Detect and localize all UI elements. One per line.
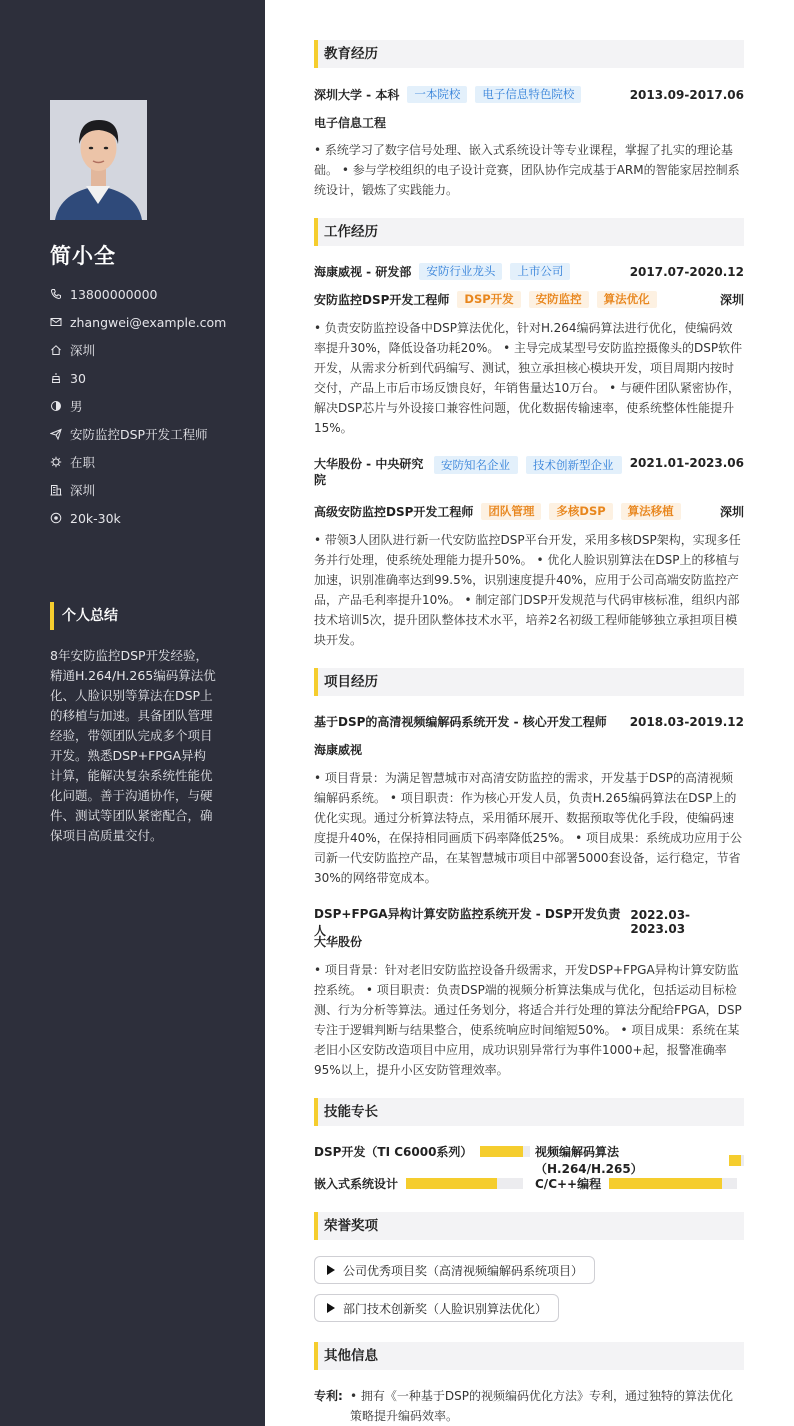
- summary-title: 个人总结: [50, 602, 118, 630]
- company-tag: 上市公司: [510, 263, 570, 280]
- projects-title: 项目经历: [314, 668, 744, 696]
- patent-text: • 拥有《一种基于DSP的视频编码优化方法》专利，通过独特的算法优化策略提升编码效率。: [350, 1389, 733, 1423]
- company-tag: 技术创新型企业: [526, 456, 622, 474]
- work-item-header: [314, 456, 744, 488]
- skill-item: [535, 1143, 744, 1177]
- contact-info-list: [50, 280, 250, 532]
- play-icon: [327, 1265, 335, 1275]
- skill-bar-fill: [406, 1178, 497, 1189]
- info-salary: [50, 504, 250, 532]
- project-company-row: [314, 741, 744, 758]
- email-text: zhangwei@example.com: [70, 314, 227, 330]
- work-date: 2017.07-2020.12: [629, 264, 744, 279]
- company-tag: 安防知名企业: [434, 456, 518, 474]
- skill-name: DSP开发（TI C6000系列）: [314, 1145, 473, 1159]
- patent-row: [314, 1386, 744, 1426]
- salary-text: 20k-30k: [70, 510, 121, 526]
- skill-name: 嵌入式系统设计: [314, 1177, 399, 1191]
- skill-bar: [480, 1146, 530, 1157]
- info-gender: [50, 392, 250, 420]
- phone-text: 13800000000: [70, 286, 158, 302]
- info-work-city: [50, 476, 250, 504]
- work-city-text: 深圳: [70, 483, 96, 498]
- major-row: [314, 114, 744, 131]
- info-phone: [50, 280, 250, 308]
- company-name: 海康威视 - 研发部: [314, 265, 412, 279]
- project-company-row: [314, 933, 744, 950]
- award-item[interactable]: [314, 1294, 559, 1322]
- skill-bar-fill: [729, 1155, 741, 1166]
- skill-tag: 算法优化: [597, 291, 657, 308]
- project-company: 海康威视: [314, 743, 363, 757]
- status-icon: [50, 456, 62, 468]
- skill-tag: 安防监控: [529, 291, 589, 308]
- awards-title: 荣誉奖项: [314, 1212, 744, 1240]
- skill-bar-fill: [480, 1146, 523, 1157]
- skill-bar: [609, 1178, 737, 1189]
- home-icon: [50, 344, 62, 356]
- skill-tag: 团队管理: [481, 503, 541, 520]
- building-icon: [50, 484, 62, 496]
- project-name: 基于DSP的高清视频编解码系统开发 - 核心开发工程师: [314, 715, 607, 729]
- work-item-header: [314, 263, 744, 280]
- gender-icon: [50, 400, 62, 412]
- skill-bar-fill: [609, 1178, 722, 1189]
- education-date: 2013.09-2017.06: [629, 87, 744, 102]
- work-title: 工作经历: [314, 218, 744, 246]
- candidate-name: 简小全: [50, 244, 116, 268]
- gender-text: 男: [70, 399, 83, 414]
- status-text: 在职: [70, 455, 96, 470]
- work-city: 深圳: [719, 293, 744, 307]
- info-email: [50, 308, 250, 336]
- skill-item: [535, 1175, 737, 1192]
- skill-name: C/C++编程: [535, 1177, 602, 1191]
- salary-icon: [50, 512, 62, 524]
- skill-item: [314, 1175, 523, 1192]
- work-city: 深圳: [719, 505, 744, 519]
- school-tag: 一本院校: [407, 86, 467, 103]
- company-name: 大华股份 - 中央研究院: [314, 457, 424, 487]
- school-name: 深圳大学 - 本科: [314, 88, 400, 102]
- project-date: 2022.03-2023.03: [630, 908, 691, 936]
- project-desc: • 项目背景：为满足智慧城市对高清安防监控的需求，开发基于DSP的高清视频编解码系统。 • 项目职责：作为核心开发人员，负责H.265编码算法在DSP上的优化实现。通过分析算法特点，采用循环展开、数据预取等优化手段，使编码速度提升40%，在保持相同画质下码率降低25%。 • 项目成果：系统成功应用于公司新一代安防监控产品，在某智慧城市项目中部署5000套设备，运行稳定，节省30%的网络带宽成本。: [314, 771, 743, 885]
- info-city: [50, 336, 250, 364]
- age-text: 30: [70, 370, 86, 386]
- sidebar: [0, 0, 265, 1426]
- award-label: 部门技术创新奖（人脸识别算法优化）: [343, 1301, 548, 1316]
- age-icon: [50, 372, 62, 384]
- phone-icon: [50, 288, 62, 300]
- work-date: 2021.01-2023.06: [629, 456, 744, 470]
- skill-tag: DSP开发: [457, 291, 520, 308]
- skills-title: 技能专长: [314, 1098, 744, 1126]
- role-name: 安防监控DSP开发工程师: [314, 293, 450, 307]
- company-tag: 安防行业龙头: [419, 263, 502, 280]
- city-text: 深圳: [70, 343, 96, 358]
- avatar: [50, 100, 147, 220]
- award-item[interactable]: [314, 1256, 595, 1284]
- school-tag: 电子信息特色院校: [475, 86, 581, 103]
- position-icon: [50, 428, 62, 440]
- play-icon: [327, 1303, 335, 1313]
- education-title: 教育经历: [314, 40, 744, 68]
- project-desc: • 项目背景：针对老旧安防监控设备升级需求，开发DSP+FPGA异构计算安防监控系统。 • 项目职责：负责DSP端的视频分析算法集成与优化，包括运动目标检测、行为分析等算法。通过任务划分，将适合并行处理的算法分配给FPGA，DSP专注于逻辑判断与结果整合，使系统响应时间缩短50%。 • 项目成果：系统在某老旧小区安防改造项目中应用，成功识别异常行为事件1000+起，报警准确率95%以上，提升小区安防管理效率。: [314, 963, 742, 1077]
- skill-bar: [729, 1155, 744, 1166]
- skill-name: 视频编解码算法（H.264/H.265）: [535, 1145, 643, 1176]
- skill-tag: 多核DSP: [549, 503, 612, 520]
- skill-item: [314, 1143, 530, 1160]
- education-desc: • 系统学习了数字信号处理、嵌入式系统设计等专业课程，掌握了扎实的理论基础。 • 参与学校组织的电子设计竞赛，团队协作完成基于ARM的智能家居控制系统设计，锻炼了实践能力。: [314, 143, 740, 197]
- major-name: 电子信息工程: [314, 116, 387, 130]
- position-text: 安防监控DSP开发工程师: [70, 427, 208, 442]
- summary-text: 8年安防监控DSP开发经验，精通H.264/H.265编码算法优化、人脸识别等算法在DSP上的移植与加速。具备团队管理经验，带领团队完成多个项目开发。熟悉DSP+FPGA异构计算，能解决复杂系统性能优化问题。善于沟通协作，与硬件、测试等团队紧密配合，确保项目高质量交付。: [50, 648, 216, 843]
- info-position: [50, 420, 250, 448]
- role-name: 高级安防监控DSP开发工程师: [314, 505, 474, 519]
- project-header: [314, 713, 744, 730]
- award-label: 公司优秀项目奖（高清视频编解码系统项目）: [343, 1263, 584, 1278]
- patent-label: 专利:: [314, 1389, 343, 1403]
- work-desc: • 负责安防监控设备中DSP算法优化，针对H.264编码算法进行优化，使编码效率提升30%，降低设备功耗20%。 • 主导完成某型号安防监控摄像头的DSP软件开发，从需求分析到代码编写、测试，独立承担核心模块开发，项目周期内按时交付，产品上市后市场反馈良好，年销售量达10万台。 • 与硬件团队紧密协作，解决DSP芯片与外设接口兼容性问题，优化数据传输速率，使系统整体性能提升15%。: [314, 321, 743, 435]
- skill-tag: 算法移植: [621, 503, 681, 520]
- mail-icon: [50, 316, 62, 328]
- work-role-row: [314, 503, 744, 520]
- info-status: [50, 448, 250, 476]
- skill-bar: [406, 1178, 523, 1189]
- project-date: 2018.03-2019.12: [629, 714, 744, 729]
- other-title: 其他信息: [314, 1342, 744, 1370]
- project-name: DSP+FPGA异构计算安防监控系统开发 - DSP开发负责人: [314, 907, 621, 938]
- work-role-row: [314, 291, 744, 308]
- project-company: 大华股份: [314, 935, 363, 949]
- work-desc: • 带领3人团队进行新一代安防监控DSP平台开发，采用多核DSP架构，实现多任务并行处理，使系统处理能力提升50%。 • 优化人脸识别算法在DSP上的移植与加速，识别准确率达到99.5%，识别速度提升40%，应用于公司高端安防监控产品，产品毛利率提升10%。 • 制定部门DSP开发规范与代码审核标准，组织内部技术培训5次，提升团队整体技术水平，培养2名初级工程师能够独立承担项目模块开发。: [314, 533, 741, 647]
- education-header: [314, 86, 744, 103]
- info-age: [50, 364, 250, 392]
